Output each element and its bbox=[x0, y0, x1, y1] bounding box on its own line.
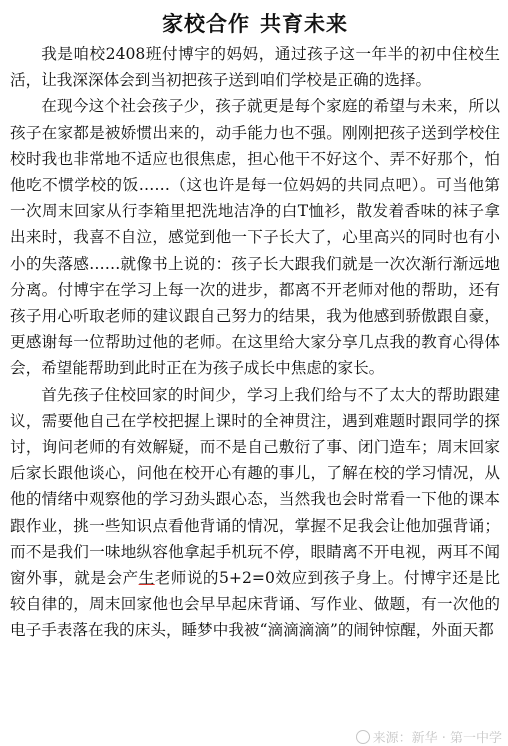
paragraph-3-text-a: 首先孩子住校回家的时间少，学习上我们给与不了太大的帮助跟建议，需要他自己在学校把握上课时的全神贯注，遇到难题时跟同学的探讨，询问老师的有效解疑，而不是自己敷衍了事、闭门造车；周末回家后家长跟他谈心，问他在校开心有趣的事儿，了解在校的学习情况，从他的情绪中观察他的学习劲头跟心态，当然我也会时常看一下他的课本跟作业，挑一些知识点看他背诵的情况，掌握不足我会让他加强背诵；而不是我们一味地纵容他拿起手机玩不停，眼睛离不开电视，两耳不闻窗外事，就是会产 bbox=[10, 385, 500, 588]
paragraph-1: 我是咱校2408班付博宇的妈妈，通过孩子这一年半的初中住校生活，让我深深体会到当初把孩子送到咱们学校是正确的选择。 bbox=[10, 45, 500, 90]
title-part-2: 共育未来 bbox=[260, 11, 348, 36]
paragraph-2: 在现今这个社会孩子少，孩子就更是每个家庭的希望与未来，所以孩子在家都是被娇惯出来的，动手能力也不强。刚刚把孩子送到学校住校时我也非常地不适应也很焦虑，担心他干不好这个、弄不好那个，怕他吃不惯学校的饭……（这也许是每一位妈妈的共同点吧）。可当他第一次周末回家从行李箱里把洗地洁净的白T恤衫，散发着香味的袜子拿出来时，我喜不自泣，感觉到他一下子长大了，心里高兴的同时也有小小的失落感……就像书上说的：孩子长大跟我们就是一次次渐行渐远地分离。付博宇在学习上每一次的进步，都离不开老师对他的帮助，还有孩子用心听取老师的建议跟自己努力的结果，我为他感到骄傲跟自豪，更感谢每一位帮助过他的老师。在这里给大家分享几点我的教育心得体会，希望能帮助到此时正在为孩子成长中焦虑的家长。 bbox=[10, 97, 500, 378]
watermark bbox=[356, 727, 502, 746]
spellcheck-underlined-word: 生 bbox=[138, 569, 155, 588]
document-title bbox=[10, 10, 500, 38]
watermark-logo-icon bbox=[356, 730, 370, 744]
title-part-1: 家校合作 bbox=[162, 11, 250, 36]
paragraph-3 bbox=[10, 382, 500, 644]
paragraph-3-text-b: 老师说的5+2=0效应到孩子身上。付博宇还是比较自律的，周末回家他也会早早起床背诵、写作业、做题，有一次他的电子手表落在我的床头，睡梦中我被“滴滴滴滴”的闹钟惊醒，外面天都 bbox=[10, 569, 500, 640]
watermark-text: 来源：新华 · 第一中学 bbox=[372, 731, 502, 746]
